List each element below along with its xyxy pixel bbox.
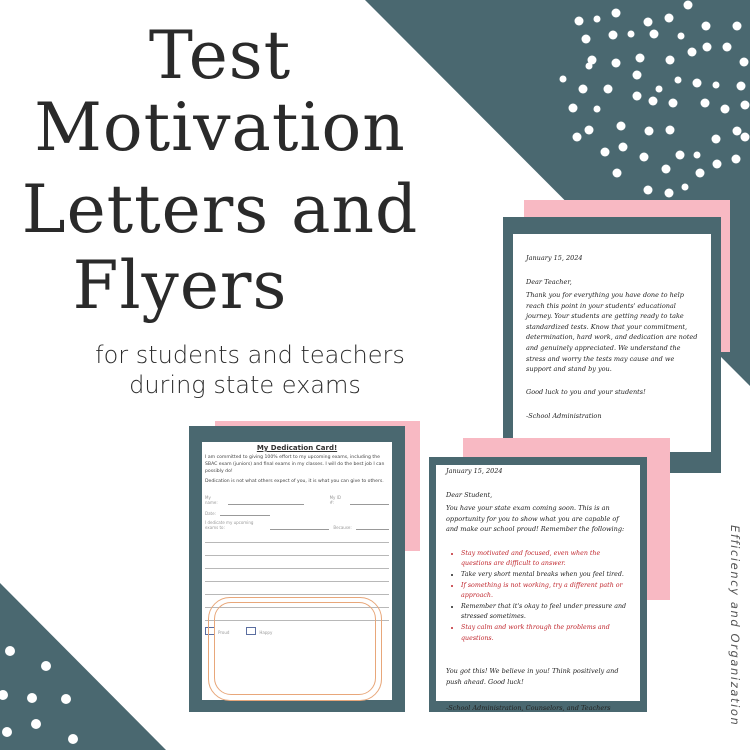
teacher-letter-body: Thank you for everything you have done to help reach this point in your students' educational journey. Your students are getting ready to take standardized tests. Know that your commitment, determination, hard work, and dedication are noted and genuinely appreciated. We understand the stress and worry the tests may cause and we support and stand by you. <box>526 291 698 374</box>
student-letter-date: January 15, 2024 <box>446 467 503 475</box>
subtitle-line-2: during state exams <box>129 371 361 399</box>
title-line-1: Test <box>148 17 292 94</box>
id-field[interactable] <box>350 498 389 505</box>
subtitle-line-1: for students and teachers <box>95 341 405 369</box>
bottom-left-teal-triangle <box>0 583 166 750</box>
student-letter-intro: You have your state exam coming soon. This is an opportunity for you to show what you are capable of and make our school proud! Remember the following: <box>446 504 625 534</box>
side-label: Efficiency and Organization <box>728 525 742 727</box>
bullet-item: • Take very short mental breaks when you feel tired. <box>461 570 632 581</box>
student-letter-signature: -School Administration, Counselors, and Teachers <box>446 704 611 713</box>
bullet-item: • Remember that it's okay to feel under pressure and stressed sometimes. <box>461 602 632 623</box>
bullet-item: • Stay motivated and focused, even when the questions are difficult to answer. <box>461 549 632 570</box>
student-letter-bullets <box>446 549 632 644</box>
dedication-card-pledge: I am committed to giving 100% effort to my upcoming exams, including the SBAC exam (juniors) and final exams in my classes. I will do the best job I can possibly do! <box>205 455 385 474</box>
checkbox-proud-label: Proud <box>218 630 230 635</box>
dedication-field[interactable] <box>270 523 330 530</box>
teacher-letter-greeting: Dear Teacher, <box>526 278 572 286</box>
id-label: My ID #: <box>329 495 341 505</box>
because-field[interactable] <box>356 523 389 530</box>
date-field[interactable] <box>220 509 270 516</box>
name-field[interactable] <box>228 498 303 505</box>
student-letter-closing: You got this! We believe in you! Think positively and push ahead. Good luck! <box>446 667 619 686</box>
dedication-card-quote: Dedication is not what others expect of you, it is what you can give to others. <box>205 479 384 484</box>
date-label: Date: <box>205 511 216 516</box>
name-id-row <box>205 495 389 505</box>
dedication-label: I dedicate my upcoming exams to: <box>205 520 254 530</box>
dedication-card <box>202 442 392 700</box>
teacher-letter-closing: Good luck to you and your students! <box>526 387 646 396</box>
title-line-3: Letters and <box>21 171 419 248</box>
student-letter <box>436 465 640 713</box>
dedication-card-title: My Dedication Card! <box>256 444 338 452</box>
checkbox-happy-label: Happy <box>259 630 273 635</box>
bullet-item: • Stay calm and work through the problems and questions. <box>461 623 632 644</box>
student-letter-greeting: Dear Student, <box>446 491 493 499</box>
teacher-letter <box>513 234 711 452</box>
dedication-row <box>205 520 389 530</box>
teacher-letter-signature: -School Administration <box>526 412 602 421</box>
date-row <box>205 509 389 516</box>
signature-frame-inner[interactable] <box>214 602 376 695</box>
title-line-2: Motivation <box>34 89 406 166</box>
title-line-4: Flyers <box>72 247 288 324</box>
name-label: My name: <box>205 495 218 505</box>
bullet-item: • If something is not working, try a different path or approach. <box>461 581 632 602</box>
teacher-letter-date: January 15, 2024 <box>526 254 583 262</box>
because-label: Because: <box>333 525 352 530</box>
